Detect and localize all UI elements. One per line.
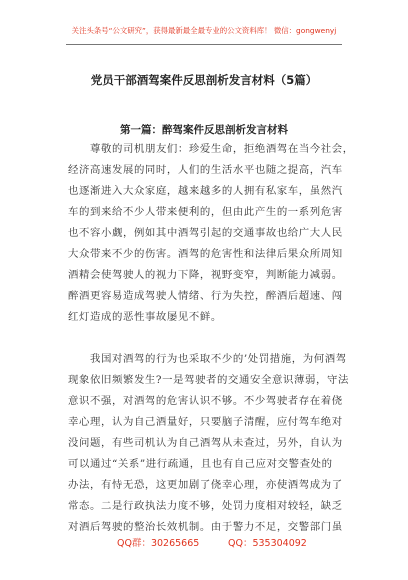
text-line: 对酒后驾驶的整治长效机制。由于警力不足，交警部门虽: [68, 521, 343, 533]
footer-qq: QQ：535304092: [228, 538, 307, 549]
text-line: 可以通过“关系”进行疏通，且也有自己应对交警查处的: [68, 458, 333, 470]
text-line: 幸心理，认为自己酒量好，只要脑子清醒，应付驾车绝对: [68, 416, 343, 428]
section-title: 第一篇：醉驾案件反思剖析发言材料: [120, 124, 288, 136]
text-line: 我国对酒驾的行为也采取不少的’处罚措施，为何酒驾: [90, 353, 347, 365]
text-line: 经济高速发展的同时，人们的生活水平也随之提高，汽车: [68, 164, 343, 176]
text-line: 办法，有恃无恐，这更加剧了侥幸心理，亦使酒驾成为了: [68, 479, 343, 491]
footer-qq-group: QQ群：30265665: [117, 538, 200, 549]
text-line: 现象依旧频繁发生?一是驾驶者的交通安全意识薄弱，守法: [68, 374, 349, 386]
text-line: 也逐渐进入大众家庭，越来越多的人拥有私家车，虽然汽: [68, 185, 343, 197]
text-line: 红灯造成的恶性事故屡见不鲜。: [68, 311, 222, 323]
text-line: 酒精会使驾驶人的视力下降，视野变窄，判断能力减弱。: [68, 269, 343, 281]
text-line: 没问题，有些司机认为自己酒驾从未查过，另外，自认为: [68, 437, 343, 449]
text-line: 尊敬的司机朋友们：珍爱生命，拒绝酒驾在当今社会，: [90, 143, 354, 155]
header-divider: [66, 44, 342, 45]
header-banner: 关注头条号“公文研究”，获得最新最全最专业的公文资料库！ 微信：gongwenyj: [71, 26, 337, 35]
text-line: 车的到来给不少人带来便利的，但由此产生的一系列危害: [68, 206, 343, 218]
text-line: 常态。二是行政执法力度不够，处罚力度相对较轻，缺乏: [68, 500, 343, 512]
paragraph-1: [68, 139, 354, 328]
paragraph-2: [68, 349, 349, 538]
text-line: 也不容小觑，例如其中酒驾引起的交通事故也给广大人民: [68, 227, 343, 239]
text-line: 意识不强，对酒驾的危害认识不够。不少驾驶者存在着侥: [68, 395, 343, 407]
text-line: 大众带来不少的伤害。酒驾的危害性和法律后果众所周知: [68, 248, 343, 260]
text-line: 醉酒更容易造成驾驶人情绪、行为失控，醉酒后超速、闯: [68, 290, 343, 302]
document-title: 党员干部酒驾案件反思剖析发言材料（5篇）: [90, 73, 318, 87]
